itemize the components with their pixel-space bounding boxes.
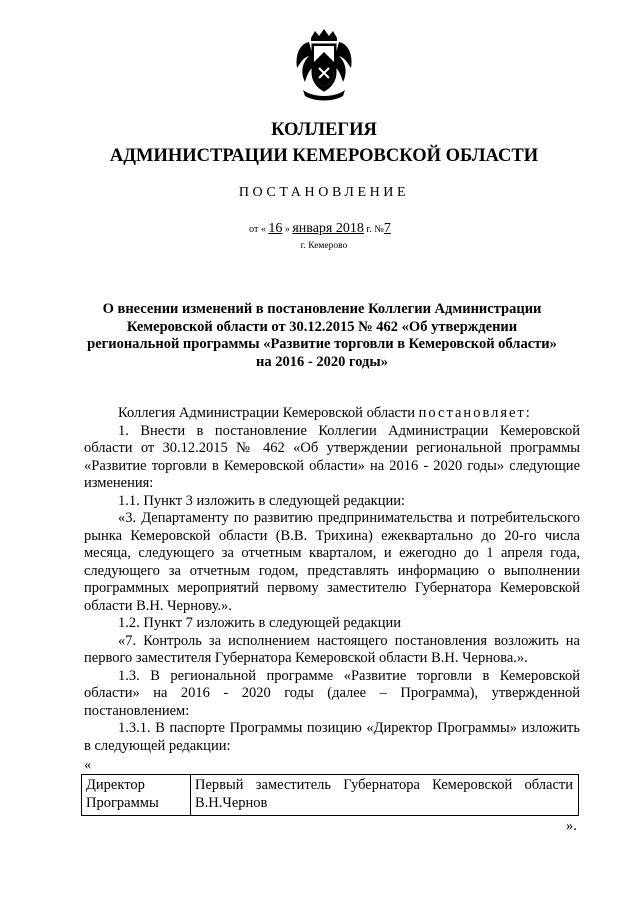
paragraph-1: 1. Внести в постановление Коллегии Администрации Кемеровской области от 30.12.2015 № 462 «Об утверждении региональной программы «Развитие торговли в Кемеровской области» на 2016 - 2020 годы» следующие изменения: xyxy=(84,422,580,491)
date-year-suffix: г. xyxy=(366,224,372,235)
document-body xyxy=(84,405,580,755)
intro-text: Коллегия Администрации Кемеровской области xyxy=(118,405,416,421)
quote-close: ». xyxy=(566,818,577,834)
document-number: 7 xyxy=(383,221,391,236)
paragraph-1-3-1: 1.3.1. В паспорте Программы позицию «Директор Программы» изложить в следующей редакции: xyxy=(84,720,580,754)
passport-table xyxy=(81,774,579,816)
date-month-year: января 2018 xyxy=(292,221,364,236)
table-row xyxy=(82,775,579,816)
table-cell-label: Директор Программы xyxy=(82,775,191,816)
intro-resolves: постановляет: xyxy=(418,405,532,421)
org-title-line1: КОЛЛЕГИЯ xyxy=(271,120,377,140)
table-cell-value: Первый заместитель Губернатора Кемеровской области В.Н.Чернов xyxy=(191,775,579,816)
date-mid: » xyxy=(284,224,290,235)
paragraph-1-1-text: «3. Департаменту по развитию предпринимательства и потребительского рынка Кемеровской области (В.В. Трихина) ежеквартально до 20-го числа месяца, следующего за отчетным кварталом, и ежегодно до 1 апреля года, следующего за отчетным годом, представлять информацию о выполнении программных мероприятий первому заместителю Губернатора Кемеровской области В.Н. Чернову.». xyxy=(84,510,580,614)
coat-of-arms-icon xyxy=(293,28,355,102)
city: г. Кемерово xyxy=(300,241,348,251)
document-type: ПОСТАНОВЛЕНИЕ xyxy=(238,185,410,200)
quote-open: « xyxy=(84,757,92,773)
date-prefix: от « xyxy=(249,224,266,235)
date-day: 16 xyxy=(268,221,283,236)
paragraph-1-1: 1.1. Пункт 3 изложить в следующей редакции: xyxy=(118,492,406,509)
paragraph-1-2-text: «7. Контроль за исполнением настоящего постановления возложить на первого заместителя Губернатора Кемеровской области В.Н. Чернова.». xyxy=(84,632,580,666)
paragraph-1-2: 1.2. Пункт 7 изложить в следующей редакции xyxy=(118,615,401,631)
document-title: О внесении изменений в постановление Коллегии Администрации Кемеровской области от 30.12.2015 № 462 «Об утверждении региональной программы «Развитие торговли в Кемеровской области» на 2016 - 2020 годы» xyxy=(87,301,557,370)
intro-paragraph xyxy=(84,405,580,423)
number-label: № xyxy=(374,224,384,235)
date-line xyxy=(0,221,640,237)
paragraph-1-3: 1.3. В региональной программе «Развитие торговли в Кемеровской области» на 2016 - 2020 годы (далее – Программа), утвержденной постановлением: xyxy=(84,667,580,719)
org-title-line2: АДМИНИСТРАЦИИ КЕМЕРОВСКОЙ ОБЛАСТИ xyxy=(109,146,539,166)
